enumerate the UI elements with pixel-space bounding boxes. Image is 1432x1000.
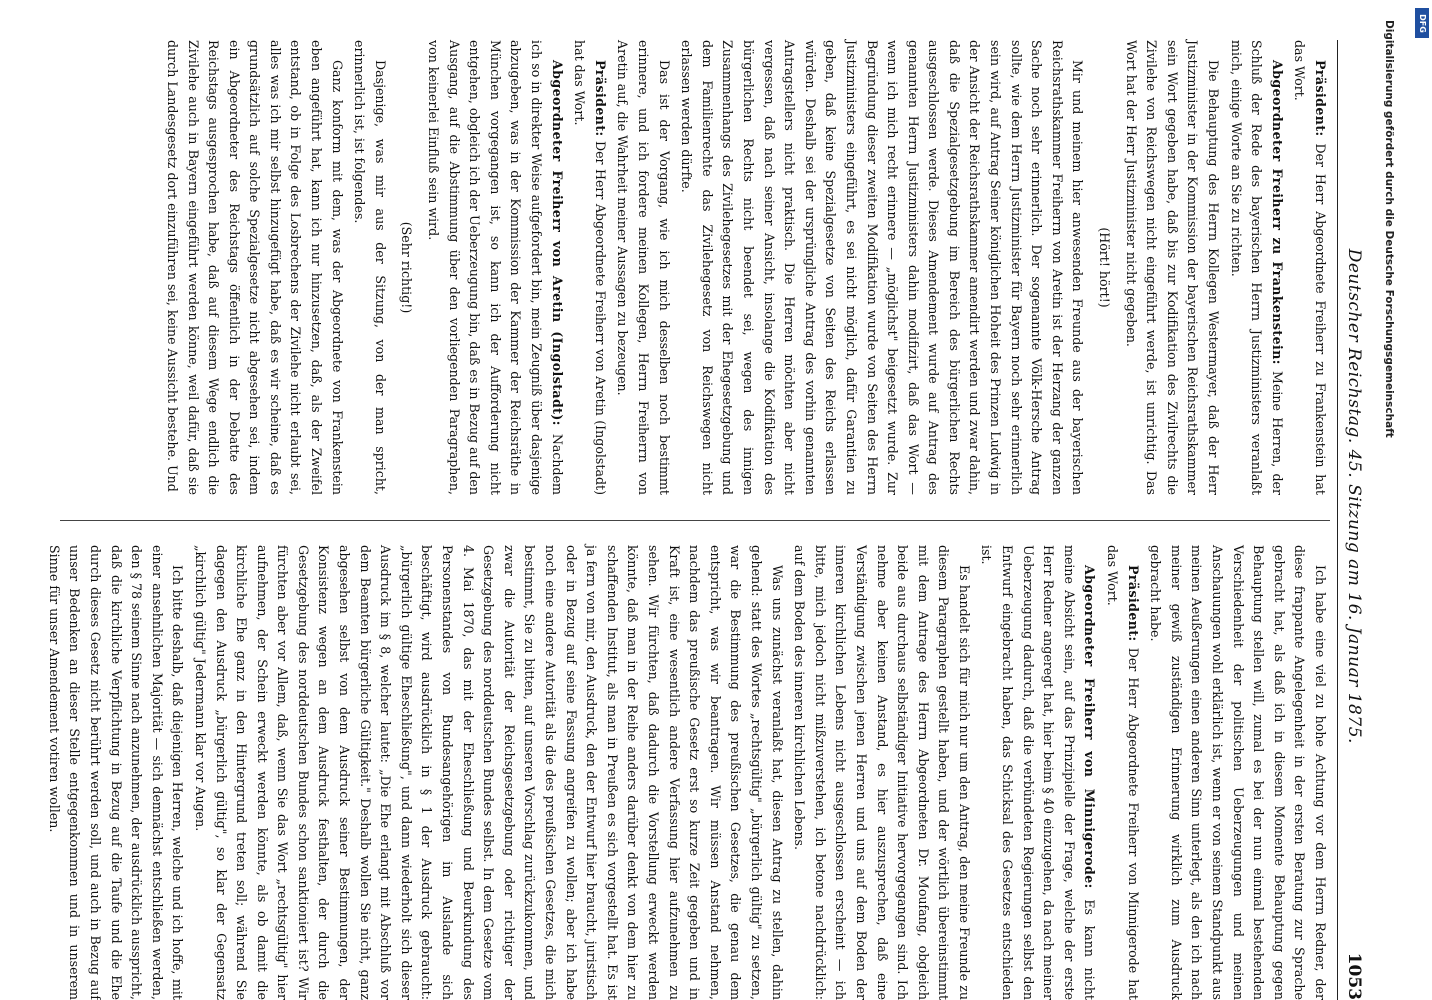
speech-text: Nachdem ich so in direkter Weise aufgefordert bin, mein Zeugniß über dasjenige abzugeben, was in der Kommission der Kammer der Reichsräthe in München vorgegangen ist, so kann ich der Aufforderung nicht entgehen, obgleich ich der Ueberzeugung bin, daß es in Bezug auf den Ausgang, auf die Abstimmung über den vorliegenden Paragraphen, von keinerlei Einfluß sein wird. (426, 40, 565, 495)
speaker-name: Abgeordneter Freiherr von Aretin (Ingolstadt): (549, 60, 565, 426)
speech-paragraph (976, 545, 1100, 1000)
speaker-name: Präsident: (592, 60, 608, 137)
running-title: Deutscher Reichstag. 45. Sitzung am 16. Januar 1875. (1344, 248, 1364, 744)
speech-text: Der Herr Abgeordnete Freiherr zu Frankenstein hat das Wort. (1292, 40, 1328, 495)
speech-text: Der Herr Abgeordnete Freiherr von Minnigerode hat das Wort. (1105, 545, 1141, 1000)
column-second (50, 40, 1330, 495)
interjection (396, 40, 417, 495)
speech-text: Es kann nicht meine Absicht sein, auf das Prinzipielle der Frage, welche der erste Herr Redner angeregt hat, hier beim § 40 einzugehen, da nach meiner Ueberzeugung dadurch, daß die verbündeten Regierungen selbst den Entwurf eingebracht haben, das Schicksal des Gesetzes entschieden ist. (979, 545, 1098, 1000)
body-paragraph (789, 545, 974, 1000)
rotated-page-content (35, 40, 1370, 1000)
paragraph-text: Die Behauptung des Herrn Kollegen Westermayer, daß der Herr Justizminister in der Kommission der bayerischen Reichsrathskammer sein Wort gegeben habe, daß bis zur Kodifikation des Zivilrechts die Zivilehe von Reichswegen nicht eingeführt werde, ist unrichtig. Das Wort hat der Herr Justizminister nicht gegeben. (1123, 40, 1222, 495)
body-paragraph (676, 40, 1088, 495)
speech-paragraph (1225, 40, 1287, 495)
speech-text: Meine Herren, der Schluß der Rede des bayerischen Herrn Justizministers veranlaßt mich, einige Worte an Sie zu richten. (1228, 40, 1285, 495)
dfg-logo-text: DFG (1417, 13, 1427, 33)
body-paragraph (349, 40, 390, 495)
paragraph-text: Ganz konform mit dem, was der Abgeordnete von Frankenstein eben angeführt hat, kann ich nur hinzusetzen, daß, als der Zweifel entstand, ob in Folge des Losbrechens der Zivilehe nicht erlaubt sei, alles was ich mir selbst hinzugefügt habe, daß es wir scheine, daß es grundsätzlich auf solche Spezialgesetze nicht abgesehen sei, indem ein Abgeordneter des Reichstags öffentlich in der Debatte des Reichstags ausgesprochen habe, daß auf diesem Wege endlich die Zivilehe auch in Bayern eingeführt werden könne, weil dafür, daß sie durch Landesgesetz dort einzuführen sei, keine Aussicht bestehe. Und (164, 40, 345, 495)
speaker-name: Abgeordneter Freiherr zu Frankenstein: (1269, 60, 1285, 365)
paragraph-text: Es handelt sich für mich nur um den Antrag, den meine Freunde zu diesem Paragraphen gestellt haben, und der wörtlich übereinstimmt mit dem Antrage des Herrn Abgeordneten Dr. Moufang, obgleich beide aus durchaus selbständiger Initiative hervorgegangen sind. Ich nehme aber keinen Anstand, es hier auszusprechen, daß eine Verständigung zwischen jenen Herren und uns auf dem Boden der inneren kirchlichen Lebens nicht ausgeschlossen erscheint — ich bitte, mich jedoch nicht mißzuverstehen, ich betone nachdrücklich: auf dem Boden des inneren kirchlichen Lebens. (792, 545, 972, 1000)
page-number: 1053 (1344, 952, 1364, 1000)
paragraph-text: Dasjenige, was mir aus der Sitzung, von der man spricht, erinnerlich ist, ist folgendes. (352, 40, 388, 495)
paragraph-text: Ich habe eine viel zu hohe Achtung vor dem Herrn Redner, der diese frappante Angelegenheit in der ersten Beratung zur Sprache gebracht hat, als daß ich in diesem Momente Behauptung gegen Behauptung stellen will, zumal es bei der nun einmal bestehenden Verschiedenheit der politischen Ueberzeugungen und meinen Anschauungen wohl erklärlich ist, wenn er von seinem Standpunkt aus meinen Aeußerungen einen anderen Sinn unterlegt, als den ich nach meiner gewiß zuständigen Erinnerung wirklich zum Ausdruck gebracht habe. (1148, 545, 1328, 1000)
paragraph-text: Das ist der Vorgang, wie ich mich desselben noch bestimmt erinnere, und ich fordere meinen Kollegen, Herrn Freiherrn von Aretin auf, die Wahrheit meiner Aussagen zu bezeugen. (615, 40, 672, 495)
body-paragraph (189, 545, 786, 1000)
paragraph-text: Ich bitte deshalb, daß diejenigen Herren, welche und ich hoffe, mit einer ansehnlichen Majorität — sich demnächst entschließen werden, den § 78 seinem Sinne nach anzunehmen, der ausdrücklich ausspricht, daß die kirchliche Verpflichtung in Bezug auf die Taufe und die Ehe durch dieses Gesetz nicht berührt werden soll, und auch in Bezug auf unser Bedenken an dieser Stelle entgegenkommen und in unserem Sinne für unser Amendement votiren wollen. (46, 545, 186, 1000)
speaker-name: Präsident: (1313, 60, 1328, 137)
interjection-text: (Sehr richtig!) (399, 221, 415, 314)
body-paragraph (43, 545, 187, 1000)
paragraph-text: Was uns zunächst veranlaßt hat, diesen Antrag zu stellen, dahin gehend: statt des Wortes „rechtsgültig" „bürgerlich gültig" zu setzen, war die Bestimmung des preußischen Gesetzes, die genau dem entspricht, was wir beantragen. Wir müssen Anstand nehmen, nachdem das preußische Gesetz erst so kurze Zeit gegeben und in Kraft ist, eine wesentlich andere Verfassung hier aufzunehmen zu sehen. Wir fürchten, daß dadurch die Vorstellung erweckt werden könnte, daß man in der Reihe anders darüber denkt von dem hier zu schaffenden Institut, als man in Preußen es sich vorgestellt hat. Es ist ja fern von mir, den Ausdruck, den der Entwurf hier braucht, juristisch oder in Bezug auf seine Fassung angreifen zu wollen; aber ich habe noch eine andere Autorität als die des preußischen Gesetzes, die mich bestimmt, Sie zu bitten, auf unseren Vorschlag zurückzukommen, und zwar die Autorität der Reichsgesetzgebung oder richtiger der Gesetzgebung des norddeutschen Bundes selbst. In dem Gesetze vom 4. Mai 1870, das mit der Eheschließung und Beurkundung des Personenstandes von Bundesangehörigen im Auslande sich beschäftigt, wird ausdrücklich in § 1 der Ausdruck gebraucht: „bürgerlich gültige Eheschließung", und dann wiederholt sich dieser Ausdruck im § 8, welcher lautet: „Die Ehe erlangt mit Abschluß vor dem Beamten bürgerliche Gültigkeit." Deshalb wollen Sie nicht, ganz abgesehen selbst von dem Ausdruck seiner Bestimmungen, der Konsistenz wegen an dem Ausdruck festhalten, der durch die Gesetzgebung des norddeutschen Bundes schon sanktioniert ist? Wir fürchten aber vor Allem, daß, wenn Sie das Wort „rechtsgültig" hier aufnehmen, der Schein erweckt werden könnte, als ob damit die kirchliche Ehe ganz in den Hintergrund treten soll; während Sie dagegen den Ausdruck „bürgerlich gültig", so klar der Gegensatz „kirchlich gültig" Jedermann klar vor Augen. (192, 545, 785, 1000)
speech-paragraph (1101, 545, 1142, 1000)
body-paragraph (1145, 545, 1330, 1000)
interjection (1093, 40, 1114, 495)
speech-paragraph (569, 40, 610, 495)
dfg-logo (1415, 8, 1429, 38)
body-paragraph (1120, 40, 1223, 495)
page-header (1337, 40, 1370, 1000)
body-paragraph (161, 40, 346, 495)
speaker-name: Abgeordneter Freiherr von Minnigerode: (1082, 565, 1098, 889)
digitization-note: Digitalisierung gefördert durch die Deutsche Forschungsgemeinschaft (1383, 20, 1395, 438)
column-divider (60, 520, 1330, 521)
speech-paragraph (1289, 40, 1330, 495)
speaker-name: Präsident: (1125, 565, 1141, 642)
interjection-text: (Hört! hört!) (1097, 227, 1113, 308)
body-paragraph (612, 40, 674, 495)
speech-paragraph (422, 40, 566, 495)
column-first (46, 545, 1330, 1000)
speech-text: Der Herr Abgeordnete Freiherr von Aretin (Ingolstadt) hat das Wort. (572, 40, 608, 495)
paragraph-text: Mir und meinem hier anwesenden Freunde aus der bayerischen Reichsrathskammer Freiherrn von Aretin ist der Herzang der ganzen Sache noch sehr erinnerlich. Der sogenannte Völk-Hersche Antrag sollte, wie dem Herrn Justizminister für Bayern noch sehr erinnerlich sein wird, auf Antrag Seiner königlichen Hoheit des Prinzen Ludwig in der Ansicht der Reichsrathskammer amendirt werden und zwar dahin, daß die Spezialgesetzgebung im Bereich des bürgerlichen Rechts ausgeschlossen werde. Dieses Amendement wurde auf Antrag des genannten Herrn Justizministers dahin modifizirt, daß das Wort — wenn ich mich recht erinnere — „möglichst" beigesetzt wurde. Zur Begründung dieser zweiten Modifikation wurde von Seiten des Herrn Justizministers eingeführt, es sei nicht möglich, dafür Garantien zu geben, daß keine Spezialgesetze von Seiten des Reichs erlassen würden. Deshalb sei der ursprüngliche Antrag des vorhin genannten Antragstellers nicht praktisch. Die Herren möchten aber nicht vergessen, daß nach seiner Ansicht, insolange die Kodifikation des bürgerlichen Rechts nicht beendet sei, wegen des innigen Zusammenhangs des Zivilehegesetzes mit der Ehegesetzgebung und dem Familienrechte das Zivilehegesetz von Reichswegen nicht erlassen werden dürfte. (679, 40, 1086, 495)
